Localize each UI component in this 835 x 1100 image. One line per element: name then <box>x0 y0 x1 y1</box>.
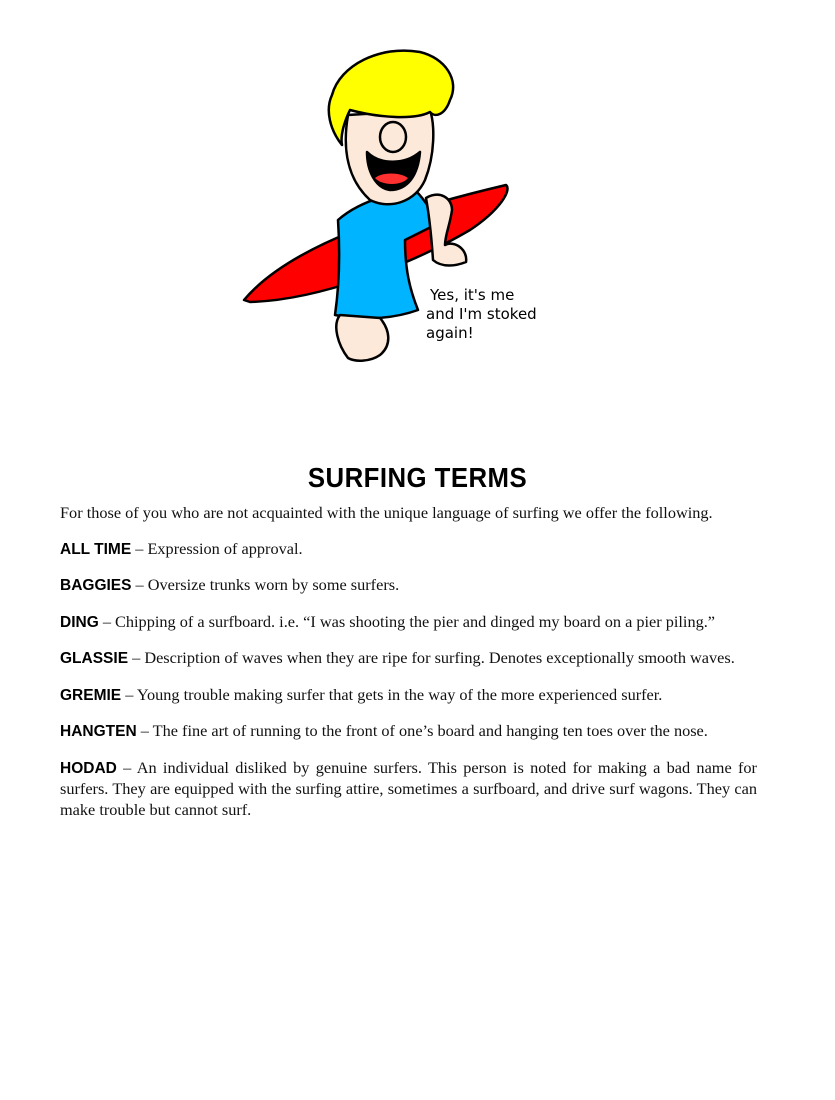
term-label: GREMIE <box>60 686 122 704</box>
surfer-illustration <box>230 40 570 370</box>
term-definition: An individual disliked by genuine surfers. This person is noted for making a bad name for surfers. They are equipped with the surfing attire, sometimes a surfboard, and drive surf wagons. They can make trouble but cannot surf. <box>60 757 757 819</box>
term-entry <box>60 721 757 743</box>
term-entry <box>60 539 757 561</box>
term-definition: Description of waves when they are ripe for surfing. Denotes exceptionally smooth waves. <box>144 648 735 667</box>
term-entry <box>60 648 757 670</box>
term-definition: Young trouble making surfer that gets in the way of the more experienced surfer. <box>136 684 663 704</box>
feet <box>336 315 388 361</box>
term-label: HANGTEN <box>60 723 137 740</box>
term-entry <box>60 685 757 707</box>
term-entry <box>60 612 757 634</box>
term-separator: – <box>98 611 116 631</box>
term-entry <box>60 758 757 821</box>
intro-paragraph: For those of you who are not acquainted with the unique language of surfing we offer the following. <box>60 503 713 522</box>
term-separator: – <box>131 538 148 558</box>
speech-text <box>426 286 537 342</box>
term-separator: – <box>121 684 137 704</box>
term-label: HODAD <box>60 759 117 777</box>
nose <box>380 122 406 152</box>
speech-line: Yes, it's me <box>430 286 515 304</box>
term-definition: Expression of approval. <box>147 538 303 558</box>
term-separator: – <box>136 721 153 740</box>
page-title: SURFING TERMS <box>307 462 528 493</box>
speech-line: again! <box>426 324 474 342</box>
speech-line: and I'm stoked <box>426 305 537 323</box>
term-separator: – <box>128 648 145 667</box>
term-label: BAGGIES <box>60 577 132 594</box>
term-label: ALL TIME <box>60 540 132 558</box>
term-definition: Chipping of a surfboard. i.e. “I was shooting the pier and dinged my board on a pier piling.” <box>115 611 716 631</box>
term-label: GLASSIE <box>60 650 129 667</box>
term-separator: – <box>116 757 137 777</box>
term-separator: – <box>131 575 148 594</box>
terms-list <box>60 539 757 821</box>
term-definition: The fine art of running to the front of one’s board and hanging ten toes over the nose. <box>152 721 708 740</box>
term-entry <box>60 575 757 597</box>
term-label: DING <box>60 613 99 631</box>
terms-content <box>60 503 757 835</box>
term-definition: Oversize trunks worn by some surfers. <box>147 575 400 594</box>
